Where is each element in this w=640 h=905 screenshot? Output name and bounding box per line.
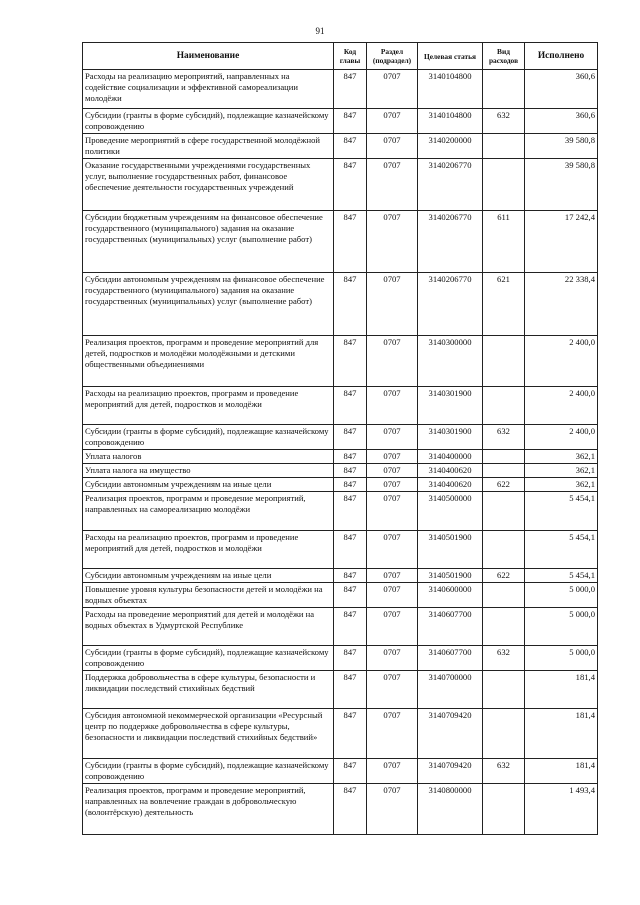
cell-chapter: 847 xyxy=(334,211,367,273)
page-number: 91 xyxy=(315,26,325,36)
cell-expense xyxy=(483,531,525,569)
table-row xyxy=(83,478,598,492)
cell-name: Расходы на реализацию мероприятий, направленных на содействие социализации и эффективной самореализации молодёжи xyxy=(83,70,334,109)
cell-section: 0707 xyxy=(367,709,418,759)
cell-executed: 360,6 xyxy=(525,70,598,109)
cell-name: Субсидии (гранты в форме субсидий), подлежащие казначейскому сопровождению xyxy=(83,646,334,671)
cell-target: 3140607700 xyxy=(418,608,483,646)
cell-expense: 632 xyxy=(483,759,525,784)
cell-section: 0707 xyxy=(367,336,418,387)
cell-expense xyxy=(483,387,525,425)
cell-executed: 362,1 xyxy=(525,464,598,478)
cell-name: Уплата налога на имущество xyxy=(83,464,334,478)
cell-expense: 632 xyxy=(483,646,525,671)
table-row xyxy=(83,211,598,273)
cell-target: 3140206770 xyxy=(418,273,483,336)
cell-target: 3140709420 xyxy=(418,759,483,784)
cell-chapter: 847 xyxy=(334,336,367,387)
cell-target: 3140301900 xyxy=(418,387,483,425)
header-expense: Вид расходов xyxy=(483,43,525,70)
cell-executed: 5 000,0 xyxy=(525,583,598,608)
table-row xyxy=(83,709,598,759)
cell-chapter: 847 xyxy=(334,425,367,450)
cell-name: Расходы на реализацию проектов, программ и проведение мероприятий для детей, подростков и молодёжи xyxy=(83,387,334,425)
cell-section: 0707 xyxy=(367,273,418,336)
cell-target: 3140607700 xyxy=(418,646,483,671)
cell-executed: 5 454,1 xyxy=(525,492,598,531)
cell-name: Реализация проектов, программ и проведение мероприятий, направленных на самореализацию молодёжи xyxy=(83,492,334,531)
cell-expense xyxy=(483,336,525,387)
cell-section: 0707 xyxy=(367,671,418,709)
cell-chapter: 847 xyxy=(334,464,367,478)
cell-name: Оказание государственными учреждениями государственных услуг, выполнение государственных работ, финансовое обеспечение деятельности государственных учреждений xyxy=(83,159,334,211)
cell-name: Расходы на реализацию проектов, программ и проведение мероприятий для детей, подростков и молодёжи xyxy=(83,531,334,569)
cell-name: Субсидии (гранты в форме субсидий), подлежащие казначейскому сопровождению xyxy=(83,109,334,134)
cell-expense: 621 xyxy=(483,273,525,336)
cell-name: Реализация проектов, программ и проведение мероприятий, направленных на вовлечение граждан в добровольческую (волонтёрскую) деятельность xyxy=(83,784,334,835)
cell-section: 0707 xyxy=(367,450,418,464)
cell-executed: 5 454,1 xyxy=(525,531,598,569)
table-row xyxy=(83,134,598,159)
header-name: Наименование xyxy=(83,43,334,70)
cell-expense xyxy=(483,464,525,478)
cell-expense xyxy=(483,608,525,646)
cell-target: 3140400620 xyxy=(418,464,483,478)
header-chapter: Код главы xyxy=(334,43,367,70)
cell-expense xyxy=(483,450,525,464)
cell-executed: 181,4 xyxy=(525,759,598,784)
cell-section: 0707 xyxy=(367,608,418,646)
cell-target: 3140600000 xyxy=(418,583,483,608)
cell-chapter: 847 xyxy=(334,531,367,569)
table-header-row xyxy=(83,43,598,70)
cell-expense xyxy=(483,784,525,835)
cell-chapter: 847 xyxy=(334,608,367,646)
cell-executed: 5 000,0 xyxy=(525,608,598,646)
cell-target: 3140501900 xyxy=(418,531,483,569)
cell-target: 3140206770 xyxy=(418,159,483,211)
cell-section: 0707 xyxy=(367,109,418,134)
cell-name: Субсидии автономным учреждениям на иные цели xyxy=(83,569,334,583)
budget-table xyxy=(82,42,598,835)
table-row xyxy=(83,425,598,450)
cell-expense: 632 xyxy=(483,109,525,134)
cell-target: 3140301900 xyxy=(418,425,483,450)
cell-name: Субсидии автономным учреждениям на иные цели xyxy=(83,478,334,492)
cell-chapter: 847 xyxy=(334,759,367,784)
cell-expense: 611 xyxy=(483,211,525,273)
table-row xyxy=(83,531,598,569)
cell-name: Субсидии бюджетным учреждениям на финансовое обеспечение государственного (муниципального) задания на оказание государственных (муниципальных) услуг (выполнение работ) xyxy=(83,211,334,273)
cell-chapter: 847 xyxy=(334,671,367,709)
cell-target: 3140206770 xyxy=(418,211,483,273)
table-row xyxy=(83,583,598,608)
cell-executed: 39 580,8 xyxy=(525,134,598,159)
cell-section: 0707 xyxy=(367,159,418,211)
cell-executed: 5 000,0 xyxy=(525,646,598,671)
table-row xyxy=(83,784,598,835)
cell-chapter: 847 xyxy=(334,450,367,464)
cell-chapter: 847 xyxy=(334,70,367,109)
cell-section: 0707 xyxy=(367,387,418,425)
cell-name: Реализация проектов, программ и проведение мероприятий для детей, подростков и молодёжи молодёжными и детскими общественными объединениями xyxy=(83,336,334,387)
cell-executed: 2 400,0 xyxy=(525,425,598,450)
cell-target: 3140400620 xyxy=(418,478,483,492)
cell-chapter: 847 xyxy=(334,109,367,134)
cell-target: 3140700000 xyxy=(418,671,483,709)
cell-chapter: 847 xyxy=(334,492,367,531)
cell-expense: 632 xyxy=(483,425,525,450)
header-executed: Исполнено xyxy=(525,43,598,70)
cell-section: 0707 xyxy=(367,583,418,608)
cell-name: Субсидии автономным учреждениям на финансовое обеспечение государственного (муниципального) задания на оказание государственных (муниципальных) услуг (выполнение работ) xyxy=(83,273,334,336)
cell-section: 0707 xyxy=(367,478,418,492)
cell-section: 0707 xyxy=(367,759,418,784)
cell-executed: 362,1 xyxy=(525,450,598,464)
cell-executed: 181,4 xyxy=(525,671,598,709)
table-row xyxy=(83,759,598,784)
cell-name: Проведение мероприятий в сфере государственной молодёжной политики xyxy=(83,134,334,159)
cell-name: Поддержка добровольчества в сфере культуры, безопасности и ликвидации последствий стихийных бедствий xyxy=(83,671,334,709)
cell-chapter: 847 xyxy=(334,387,367,425)
cell-section: 0707 xyxy=(367,211,418,273)
cell-section: 0707 xyxy=(367,464,418,478)
cell-target: 3140500000 xyxy=(418,492,483,531)
cell-name: Уплата налогов xyxy=(83,450,334,464)
table-row xyxy=(83,569,598,583)
cell-chapter: 847 xyxy=(334,159,367,211)
cell-chapter: 847 xyxy=(334,134,367,159)
table-row xyxy=(83,387,598,425)
cell-name: Расходы на проведение мероприятий для детей и молодёжи на водных объектах в Удмуртской Республике xyxy=(83,608,334,646)
cell-target: 3140104800 xyxy=(418,109,483,134)
cell-name: Субсидии (гранты в форме субсидий), подлежащие казначейскому сопровождению xyxy=(83,759,334,784)
cell-chapter: 847 xyxy=(334,583,367,608)
cell-expense: 622 xyxy=(483,478,525,492)
cell-executed: 181,4 xyxy=(525,709,598,759)
cell-target: 3140300000 xyxy=(418,336,483,387)
cell-section: 0707 xyxy=(367,70,418,109)
cell-expense xyxy=(483,492,525,531)
cell-section: 0707 xyxy=(367,569,418,583)
table-row xyxy=(83,336,598,387)
cell-section: 0707 xyxy=(367,646,418,671)
cell-chapter: 847 xyxy=(334,709,367,759)
cell-executed: 360,6 xyxy=(525,109,598,134)
table-row xyxy=(83,464,598,478)
cell-executed: 39 580,8 xyxy=(525,159,598,211)
cell-chapter: 847 xyxy=(334,273,367,336)
cell-section: 0707 xyxy=(367,531,418,569)
cell-target: 3140200000 xyxy=(418,134,483,159)
cell-chapter: 847 xyxy=(334,569,367,583)
header-target: Целевая статья xyxy=(418,43,483,70)
cell-section: 0707 xyxy=(367,784,418,835)
cell-executed: 362,1 xyxy=(525,478,598,492)
table-row xyxy=(83,109,598,134)
cell-expense xyxy=(483,134,525,159)
cell-section: 0707 xyxy=(367,492,418,531)
table-row xyxy=(83,608,598,646)
cell-target: 3140400000 xyxy=(418,450,483,464)
cell-expense xyxy=(483,671,525,709)
cell-target: 3140501900 xyxy=(418,569,483,583)
table-row xyxy=(83,450,598,464)
cell-name: Повышение уровня культуры безопасности детей и молодёжи на водных объектах xyxy=(83,583,334,608)
table-row xyxy=(83,492,598,531)
cell-expense: 622 xyxy=(483,569,525,583)
cell-name: Субсидии (гранты в форме субсидий), подлежащие казначейскому сопровождению xyxy=(83,425,334,450)
cell-executed: 5 454,1 xyxy=(525,569,598,583)
cell-name: Субсидия автономной некоммерческой организации «Ресурсный центр по поддержке добровольчества в сфере культуры, безопасности и ликвидации последствий стихийных бедствий» xyxy=(83,709,334,759)
table-row xyxy=(83,159,598,211)
cell-target: 3140709420 xyxy=(418,709,483,759)
cell-target: 3140104800 xyxy=(418,70,483,109)
cell-executed: 2 400,0 xyxy=(525,387,598,425)
cell-section: 0707 xyxy=(367,134,418,159)
cell-expense xyxy=(483,70,525,109)
cell-expense xyxy=(483,709,525,759)
header-section: Раздел (подраздел) xyxy=(367,43,418,70)
cell-executed: 17 242,4 xyxy=(525,211,598,273)
cell-executed: 2 400,0 xyxy=(525,336,598,387)
cell-executed: 22 338,4 xyxy=(525,273,598,336)
table-row xyxy=(83,273,598,336)
cell-expense xyxy=(483,583,525,608)
cell-chapter: 847 xyxy=(334,478,367,492)
table-row xyxy=(83,671,598,709)
cell-target: 3140800000 xyxy=(418,784,483,835)
table-row xyxy=(83,646,598,671)
cell-chapter: 847 xyxy=(334,784,367,835)
cell-executed: 1 493,4 xyxy=(525,784,598,835)
cell-chapter: 847 xyxy=(334,646,367,671)
cell-expense xyxy=(483,159,525,211)
table-row xyxy=(83,70,598,109)
cell-section: 0707 xyxy=(367,425,418,450)
